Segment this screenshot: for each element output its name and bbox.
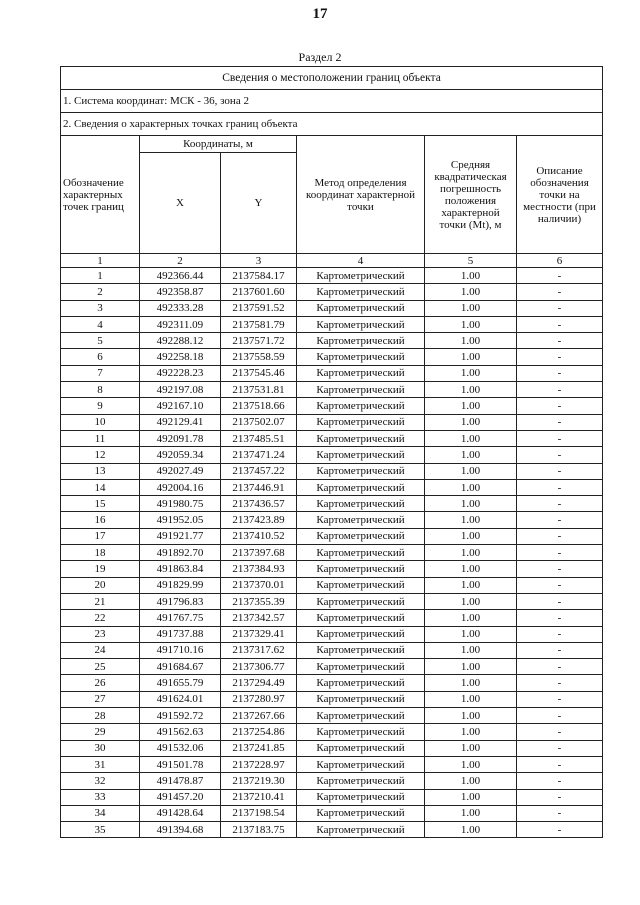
y-coordinate-cell: 2137355.39 [221,593,297,609]
table-row [61,561,603,577]
method-cell: Картометрический [297,316,425,332]
description-cell: - [517,447,603,463]
point-number-cell: 13 [61,463,140,479]
y-coordinate-cell: 2137436.57 [221,496,297,512]
table-title: Сведения о местоположении границ объекта [61,67,603,90]
method-cell: Картометрический [297,398,425,414]
table-row [61,805,603,821]
table-row [61,268,603,284]
x-coordinate-cell: 492288.12 [140,333,221,349]
header-x: X [140,153,221,254]
x-coordinate-cell: 492197.08 [140,382,221,398]
table-row [61,398,603,414]
table-row [61,512,603,528]
y-coordinate-cell: 2137317.62 [221,642,297,658]
method-cell: Картометрический [297,626,425,642]
method-cell: Картометрический [297,675,425,691]
y-coordinate-cell: 2137228.97 [221,756,297,772]
y-coordinate-cell: 2137267.66 [221,708,297,724]
y-coordinate-cell: 2137446.91 [221,479,297,495]
y-coordinate-cell: 2137581.79 [221,316,297,332]
description-cell: - [517,593,603,609]
error-cell: 1.00 [425,724,517,740]
x-coordinate-cell: 491737.88 [140,626,221,642]
x-coordinate-cell: 492004.16 [140,479,221,495]
table-row [61,610,603,626]
error-cell: 1.00 [425,756,517,772]
method-cell: Картометрический [297,805,425,821]
column-number: 3 [221,254,297,268]
method-cell: Картометрический [297,659,425,675]
x-coordinate-cell: 491796.83 [140,593,221,609]
x-coordinate-cell: 492129.41 [140,414,221,430]
table-row [61,708,603,724]
error-cell: 1.00 [425,316,517,332]
x-coordinate-cell: 492311.09 [140,316,221,332]
error-cell: 1.00 [425,691,517,707]
point-number-cell: 33 [61,789,140,805]
description-cell: - [517,365,603,381]
description-cell: - [517,626,603,642]
x-coordinate-cell: 492091.78 [140,430,221,446]
x-coordinate-cell: 491394.68 [140,822,221,838]
y-coordinate-cell: 2137410.52 [221,528,297,544]
error-cell: 1.00 [425,561,517,577]
method-cell: Картометрический [297,349,425,365]
description-cell: - [517,382,603,398]
description-cell: - [517,316,603,332]
y-coordinate-cell: 2137342.57 [221,610,297,626]
method-cell: Картометрический [297,447,425,463]
error-cell: 1.00 [425,610,517,626]
point-number-cell: 22 [61,610,140,626]
error-cell: 1.00 [425,512,517,528]
description-cell: - [517,479,603,495]
y-coordinate-cell: 2137280.97 [221,691,297,707]
y-coordinate-cell: 2137571.72 [221,333,297,349]
error-cell: 1.00 [425,593,517,609]
method-cell: Картометрический [297,333,425,349]
point-number-cell: 31 [61,756,140,772]
table-row [61,577,603,593]
method-cell: Картометрический [297,561,425,577]
error-cell: 1.00 [425,805,517,821]
table-row [61,349,603,365]
method-cell: Картометрический [297,479,425,495]
method-cell: Картометрический [297,496,425,512]
description-cell: - [517,789,603,805]
method-cell: Картометрический [297,691,425,707]
boundary-points-table [60,66,603,838]
x-coordinate-cell: 491624.01 [140,691,221,707]
y-coordinate-cell: 2137531.81 [221,382,297,398]
table-row [61,756,603,772]
method-cell: Картометрический [297,610,425,626]
description-cell: - [517,463,603,479]
y-coordinate-cell: 2137370.01 [221,577,297,593]
method-cell: Картометрический [297,528,425,544]
y-coordinate-cell: 2137471.24 [221,447,297,463]
x-coordinate-cell: 491892.70 [140,545,221,561]
x-coordinate-cell: 491592.72 [140,708,221,724]
x-coordinate-cell: 491952.05 [140,512,221,528]
method-cell: Картометрический [297,284,425,300]
description-cell: - [517,642,603,658]
description-cell: - [517,561,603,577]
point-number-cell: 12 [61,447,140,463]
x-coordinate-cell: 491428.64 [140,805,221,821]
x-coordinate-cell: 491562.63 [140,724,221,740]
table-row [61,463,603,479]
error-cell: 1.00 [425,822,517,838]
x-coordinate-cell: 492228.23 [140,365,221,381]
method-cell: Картометрический [297,740,425,756]
description-cell: - [517,610,603,626]
table-row [61,593,603,609]
y-coordinate-cell: 2137210.41 [221,789,297,805]
x-coordinate-cell: 492366.44 [140,268,221,284]
description-cell: - [517,512,603,528]
y-coordinate-cell: 2137397.68 [221,545,297,561]
y-coordinate-cell: 2137294.49 [221,675,297,691]
section-label: Раздел 2 [298,50,342,64]
description-cell: - [517,528,603,544]
x-coordinate-cell: 492059.34 [140,447,221,463]
x-coordinate-cell: 491829.99 [140,577,221,593]
point-number-cell: 26 [61,675,140,691]
error-cell: 1.00 [425,789,517,805]
x-coordinate-cell: 491767.75 [140,610,221,626]
column-number: 2 [140,254,221,268]
page-number: 17 [312,6,328,22]
point-number-cell: 25 [61,659,140,675]
header-error: Средняя квадратическая погрешность положения характерной точки (Mt), м [425,136,517,254]
table-row [61,414,603,430]
description-cell: - [517,740,603,756]
y-coordinate-cell: 2137219.30 [221,773,297,789]
error-cell: 1.00 [425,398,517,414]
error-cell: 1.00 [425,447,517,463]
y-coordinate-cell: 2137518.66 [221,398,297,414]
point-number-cell: 7 [61,365,140,381]
error-cell: 1.00 [425,659,517,675]
table-row [61,316,603,332]
error-cell: 1.00 [425,463,517,479]
y-coordinate-cell: 2137198.54 [221,805,297,821]
table-row [61,724,603,740]
column-number: 4 [297,254,425,268]
table-row [61,430,603,446]
table-row [61,382,603,398]
error-cell: 1.00 [425,626,517,642]
points-heading: 2. Сведения о характерных точках границ объекта [61,113,603,136]
y-coordinate-cell: 2137306.77 [221,659,297,675]
error-cell: 1.00 [425,675,517,691]
error-cell: 1.00 [425,740,517,756]
column-number: 6 [517,254,603,268]
description-cell: - [517,773,603,789]
method-cell: Картометрический [297,365,425,381]
point-number-cell: 15 [61,496,140,512]
table-row [61,740,603,756]
point-number-cell: 23 [61,626,140,642]
x-coordinate-cell: 491863.84 [140,561,221,577]
method-cell: Картометрический [297,414,425,430]
y-coordinate-cell: 2137241.85 [221,740,297,756]
point-number-cell: 14 [61,479,140,495]
x-coordinate-cell: 492358.87 [140,284,221,300]
y-coordinate-cell: 2137457.22 [221,463,297,479]
description-cell: - [517,577,603,593]
point-number-cell: 34 [61,805,140,821]
point-number-cell: 24 [61,642,140,658]
x-coordinate-cell: 491501.78 [140,756,221,772]
x-coordinate-cell: 491684.67 [140,659,221,675]
x-coordinate-cell: 492333.28 [140,300,221,316]
description-cell: - [517,349,603,365]
point-number-cell: 17 [61,528,140,544]
error-cell: 1.00 [425,545,517,561]
description-cell: - [517,496,603,512]
x-coordinate-cell: 491655.79 [140,675,221,691]
y-coordinate-cell: 2137423.89 [221,512,297,528]
description-cell: - [517,398,603,414]
x-coordinate-cell: 491980.75 [140,496,221,512]
table-row [61,659,603,675]
column-number: 5 [425,254,517,268]
table-row [61,545,603,561]
point-number-cell: 5 [61,333,140,349]
error-cell: 1.00 [425,414,517,430]
point-number-cell: 20 [61,577,140,593]
method-cell: Картометрический [297,724,425,740]
table-row [61,675,603,691]
x-coordinate-cell: 491478.87 [140,773,221,789]
coordinate-system: 1. Система координат: МСК - 36, зона 2 [61,90,603,113]
x-coordinate-cell: 491532.06 [140,740,221,756]
y-coordinate-cell: 2137591.52 [221,300,297,316]
y-coordinate-cell: 2137584.17 [221,268,297,284]
description-cell: - [517,724,603,740]
method-cell: Картометрический [297,708,425,724]
point-number-cell: 4 [61,316,140,332]
error-cell: 1.00 [425,773,517,789]
description-cell: - [517,300,603,316]
method-cell: Картометрический [297,773,425,789]
error-cell: 1.00 [425,528,517,544]
column-number: 1 [61,254,140,268]
header-method: Метод определения координат характерной точки [297,136,425,254]
y-coordinate-cell: 2137485.51 [221,430,297,446]
table-row [61,528,603,544]
error-cell: 1.00 [425,365,517,381]
method-cell: Картометрический [297,822,425,838]
method-cell: Картометрический [297,300,425,316]
point-number-cell: 2 [61,284,140,300]
table-row [61,284,603,300]
x-coordinate-cell: 492167.10 [140,398,221,414]
y-coordinate-cell: 2137601.60 [221,284,297,300]
point-number-cell: 21 [61,593,140,609]
table-row [61,479,603,495]
error-cell: 1.00 [425,268,517,284]
method-cell: Картометрический [297,463,425,479]
x-coordinate-cell: 491457.20 [140,789,221,805]
point-number-cell: 27 [61,691,140,707]
method-cell: Картометрический [297,756,425,772]
error-cell: 1.00 [425,577,517,593]
method-cell: Картометрический [297,642,425,658]
description-cell: - [517,708,603,724]
x-coordinate-cell: 492258.18 [140,349,221,365]
x-coordinate-cell: 491921.77 [140,528,221,544]
description-cell: - [517,414,603,430]
point-number-cell: 18 [61,545,140,561]
y-coordinate-cell: 2137254.86 [221,724,297,740]
point-number-cell: 16 [61,512,140,528]
error-cell: 1.00 [425,479,517,495]
point-number-cell: 29 [61,724,140,740]
point-number-cell: 11 [61,430,140,446]
header-designation: Обозначение характерных точек границ [61,136,140,254]
description-cell: - [517,659,603,675]
error-cell: 1.00 [425,642,517,658]
table-row [61,333,603,349]
point-number-cell: 32 [61,773,140,789]
method-cell: Картометрический [297,593,425,609]
error-cell: 1.00 [425,333,517,349]
point-number-cell: 19 [61,561,140,577]
point-number-cell: 3 [61,300,140,316]
method-cell: Картометрический [297,577,425,593]
point-number-cell: 9 [61,398,140,414]
description-cell: - [517,333,603,349]
table-row [61,447,603,463]
method-cell: Картометрический [297,545,425,561]
description-cell: - [517,691,603,707]
point-number-cell: 1 [61,268,140,284]
point-number-cell: 8 [61,382,140,398]
y-coordinate-cell: 2137545.46 [221,365,297,381]
column-numbers-row [61,254,603,268]
error-cell: 1.00 [425,382,517,398]
description-cell: - [517,430,603,446]
description-cell: - [517,284,603,300]
description-cell: - [517,822,603,838]
point-number-cell: 6 [61,349,140,365]
description-cell: - [517,805,603,821]
error-cell: 1.00 [425,708,517,724]
description-cell: - [517,545,603,561]
method-cell: Картометрический [297,382,425,398]
table-row [61,626,603,642]
method-cell: Картометрический [297,268,425,284]
y-coordinate-cell: 2137183.75 [221,822,297,838]
description-cell: - [517,756,603,772]
y-coordinate-cell: 2137329.41 [221,626,297,642]
method-cell: Картометрический [297,789,425,805]
method-cell: Картометрический [297,512,425,528]
header-coordinates: Координаты, м [140,136,297,153]
y-coordinate-cell: 2137502.07 [221,414,297,430]
error-cell: 1.00 [425,430,517,446]
method-cell: Картометрический [297,430,425,446]
error-cell: 1.00 [425,300,517,316]
table-row [61,789,603,805]
description-cell: - [517,268,603,284]
header-y: Y [221,153,297,254]
point-number-cell: 10 [61,414,140,430]
description-cell: - [517,675,603,691]
point-number-cell: 35 [61,822,140,838]
table-row [61,642,603,658]
header-description: Описание обозначения точки на местности (при наличии) [517,136,603,254]
table-row [61,300,603,316]
table-row [61,822,603,838]
point-number-cell: 28 [61,708,140,724]
error-cell: 1.00 [425,349,517,365]
table-row [61,773,603,789]
x-coordinate-cell: 492027.49 [140,463,221,479]
x-coordinate-cell: 491710.16 [140,642,221,658]
point-number-cell: 30 [61,740,140,756]
error-cell: 1.00 [425,284,517,300]
y-coordinate-cell: 2137558.59 [221,349,297,365]
table-row [61,691,603,707]
y-coordinate-cell: 2137384.93 [221,561,297,577]
error-cell: 1.00 [425,496,517,512]
table-row [61,496,603,512]
table-row [61,365,603,381]
